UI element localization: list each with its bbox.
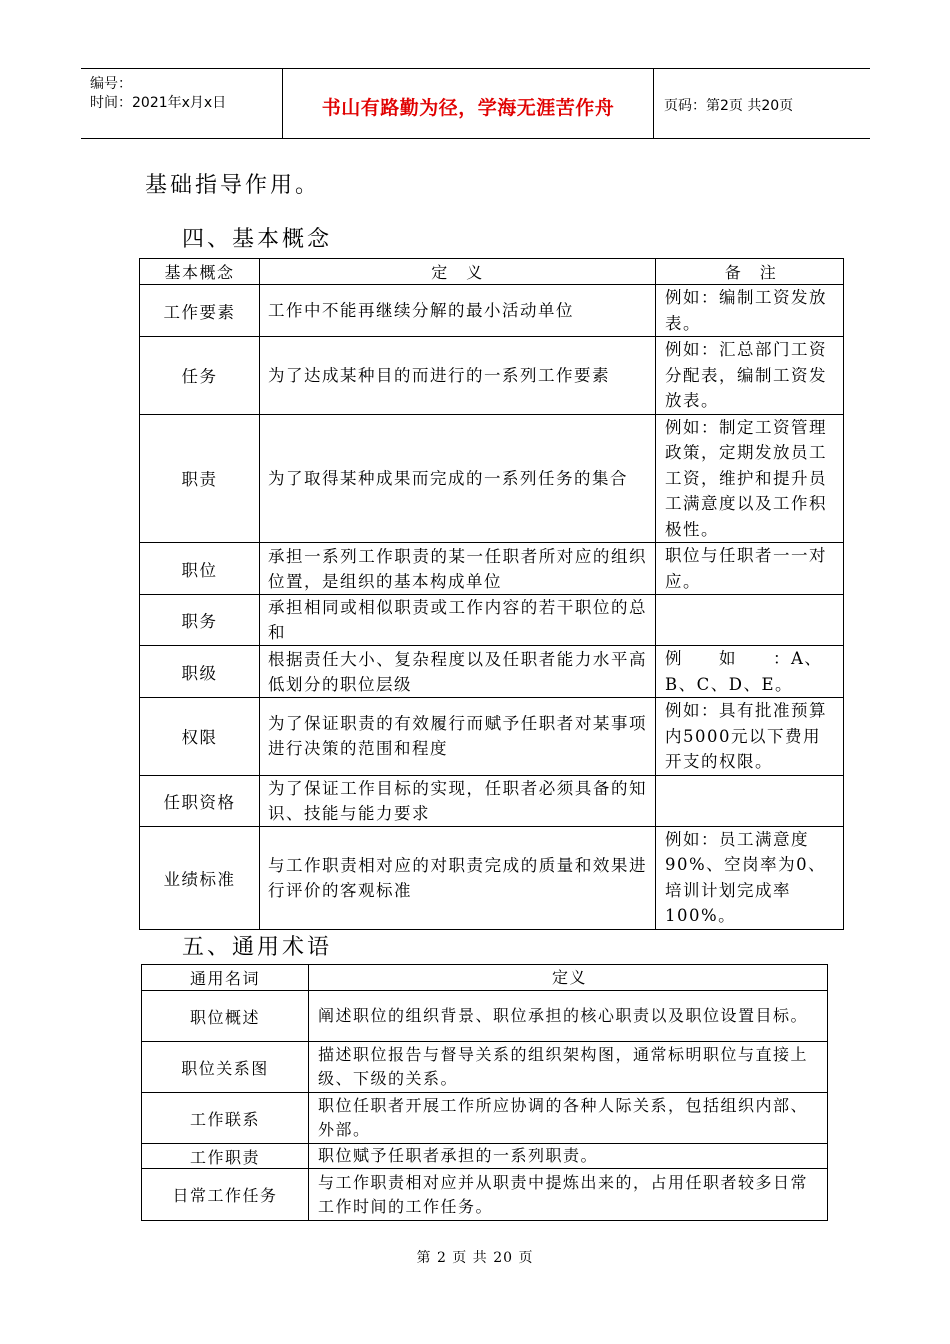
header-meta: [81, 69, 283, 138]
column-header-definition: 定 义: [260, 259, 656, 285]
definition-cell: 职位任职者开展工作所应协调的各种人际关系，包括组织内部、外部。: [309, 1093, 828, 1144]
definition-cell: 职位赋予任职者承担的一系列职责。: [309, 1144, 828, 1169]
page-footer: 第 2 页 共 20 页: [416, 1250, 534, 1266]
time-label: 时间：2021年x月x日: [90, 95, 227, 111]
column-header-definition: 定义: [309, 965, 828, 991]
definition-cell: 承担相同或相似职责或工作内容的若干职位的总和: [260, 595, 656, 646]
table-header-row: [142, 965, 828, 991]
definition-cell: 与工作职责相对应并从职责中提炼出来的，占用任职者较多日常工作时间的工作任务。: [309, 1169, 828, 1221]
term-cell: 工作职责: [142, 1144, 309, 1169]
header-page-cell: [654, 69, 870, 138]
section5-heading: 五、通用术语: [182, 935, 333, 960]
definition-cell: 为了保证职责的有效履行而赋予任职者对某事项进行决策的范围和程度: [260, 698, 656, 776]
table-row: [140, 414, 844, 543]
definition-cell: 工作中不能再继续分解的最小活动单位: [260, 285, 656, 337]
section4-heading: 四、基本概念: [182, 227, 333, 252]
column-header-term: 基本概念: [140, 259, 260, 285]
definition-cell: 为了取得某种成果而完成的一系列任务的集合: [260, 414, 656, 543]
definition-cell: 为了保证工作目标的实现，任职者必须具备的知识、技能与能力要求: [260, 775, 656, 826]
note-cell: 例如：具有批准预算内5000元以下费用开支的权限。: [656, 698, 844, 776]
term-cell: 职责: [140, 414, 260, 543]
basic-concepts-table: [139, 258, 844, 930]
note-cell: [656, 595, 844, 646]
table-header-row: [140, 259, 844, 285]
table-row: [142, 1169, 828, 1221]
definition-cell: 阐述职位的组织背景、职位承担的核心职责以及职位设置目标。: [309, 991, 828, 1042]
table-row: [142, 1093, 828, 1144]
note-cell: 例如：制定工资管理政策，定期发放员工工资，维护和提升员工满意度以及工作积极性。: [656, 414, 844, 543]
table-row: [140, 775, 844, 826]
term-cell: 任务: [140, 337, 260, 415]
table-row: [142, 1042, 828, 1093]
definition-cell: 描述职位报告与督导关系的组织架构图，通常标明职位与直接上级、下级的关系。: [309, 1042, 828, 1093]
table-row: [142, 1144, 828, 1169]
term-cell: 职位关系图: [142, 1042, 309, 1093]
term-cell: 职务: [140, 595, 260, 646]
term-cell: 业绩标准: [140, 826, 260, 929]
table-row: [140, 543, 844, 595]
definition-cell: 根据责任大小、复杂程度以及任职者能力水平高低划分的职位层级: [260, 646, 656, 698]
definition-cell: 承担一系列工作职责的某一任职者所对应的组织位置，是组织的基本构成单位: [260, 543, 656, 595]
term-cell: 职位概述: [142, 991, 309, 1042]
number-label: 编号：: [90, 76, 132, 92]
term-cell: 工作联系: [142, 1093, 309, 1144]
note-cell: [656, 775, 844, 826]
note-cell: 例如：编制工资发放表。: [656, 285, 844, 337]
term-cell: 职级: [140, 646, 260, 698]
table-row: [140, 285, 844, 337]
term-cell: 日常工作任务: [142, 1169, 309, 1221]
term-cell: 职位: [140, 543, 260, 595]
column-header-term: 通用名词: [142, 965, 309, 991]
term-cell: 工作要素: [140, 285, 260, 337]
term-cell: 权限: [140, 698, 260, 776]
page-header: [81, 68, 870, 139]
table-row: [140, 646, 844, 698]
note-cell: 例如：员工满意度90%、空岗率为0、培训计划完成率100%。: [656, 826, 844, 929]
term-cell: 任职资格: [140, 775, 260, 826]
table-row: [140, 595, 844, 646]
definition-cell: 为了达成某种目的而进行的一系列工作要素: [260, 337, 656, 415]
note-cell: 例如：汇总部门工资分配表，编制工资发放表。: [656, 337, 844, 415]
note-cell: 职位与任职者一一对应。: [656, 543, 844, 595]
table-row: [142, 991, 828, 1042]
page-info: 页码：第2页 共20页: [664, 98, 794, 114]
intro-text: 基础指导作用。: [145, 173, 321, 198]
definition-cell: 与工作职责相对应的对职责完成的质量和效果进行评价的客观标准: [260, 826, 656, 929]
column-header-note: 备 注: [656, 259, 844, 285]
motto: 书山有路勤为径，学海无涯苦作舟: [321, 97, 615, 119]
note-cell: 例 如 ：A、B、C、D、E。: [656, 646, 844, 698]
table-row: [140, 826, 844, 929]
general-terms-table: [141, 964, 828, 1221]
header-motto-cell: [283, 69, 654, 138]
table-row: [140, 698, 844, 776]
table-row: [140, 337, 844, 415]
